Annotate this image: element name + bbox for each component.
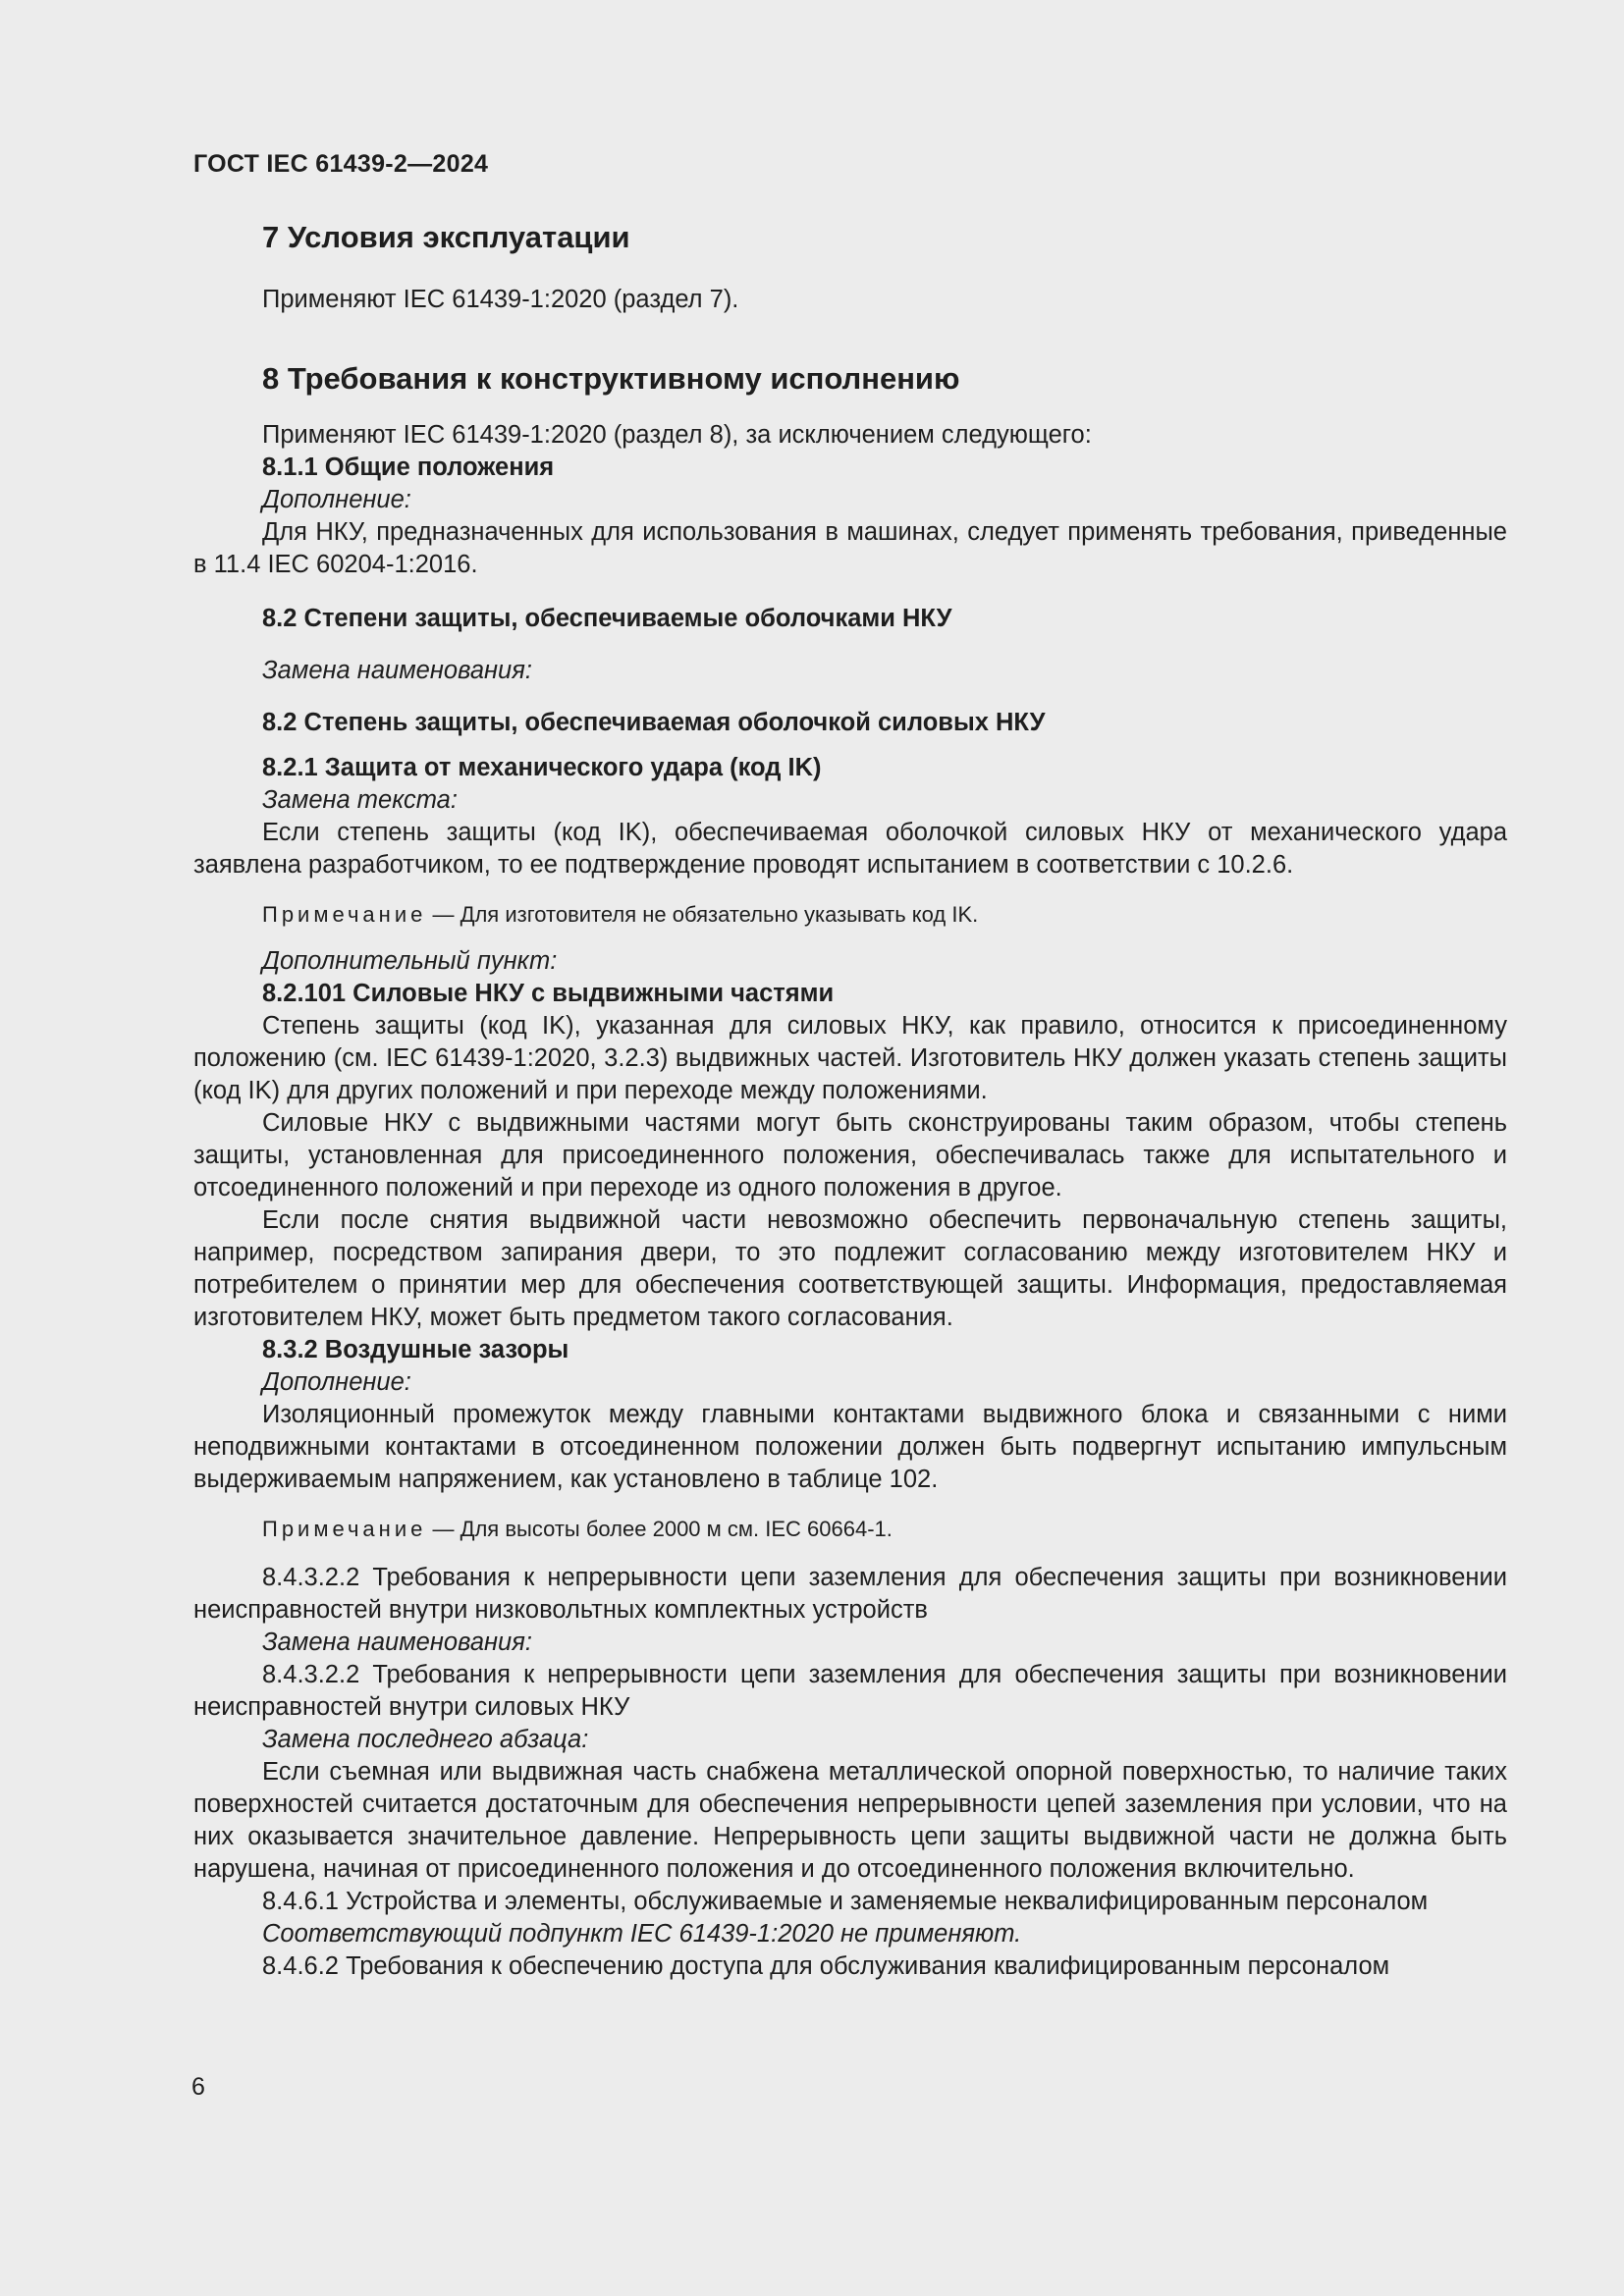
section-8-3-2-label: Дополнение: [262,1368,411,1396]
section-8-4-3-2-2-text: 8.4.3.2.2 Требования к непрерывности цепи заземления для обеспечения защиты при возникновении неисправностей внутри низковольтных комплектных устройств [193,1564,1507,1624]
section-8-4-3-2-2-paragraph: Если съемная или выдвижная часть снабжена металлической опорной поверхностью, то наличие таких поверхностей считается достаточным для обеспечения непрерывности цепей заземления при условии, что на них оказывается значительное давление. Непрерывность цепи защиты выдвижной части не должна быть нарушена, начиная от присоединенного положения и до отсоединенного положения включительно. [193,1758,1507,1883]
section-8-2-heading: 8.2 Степени защиты, обеспечиваемые оболочками НКУ [262,605,952,632]
section-8-4-3-2-2-new-title: 8.4.3.2.2 Требования к непрерывности цепи заземления для обеспечения защиты при возникновении неисправностей внутри силовых НКУ [193,1661,1507,1721]
section-8-2-101-paragraph-2: Силовые НКУ с выдвижными частями могут быть сконструированы таким образом, чтобы степень защиты, установленная для присоединенного положения, обеспечивалась также для испытательного и отсоединенного положений и при переходе из одного положения в другое. [193,1109,1507,1201]
section-8-1-1-heading: 8.1.1 Общие положения [262,454,555,481]
section-7-text: Применяют IEC 61439-1:2020 (раздел 7). [262,286,739,313]
section-8-2-101-label: Дополнительный пункт: [262,947,558,975]
page-number: 6 [191,2073,205,2101]
section-8-3-2-text: Изоляционный промежуток между главными контактами выдвижного блока и связанными с ними неподвижными контактами в отсоединенном положении должен быть подвергнут испытанию импульсным выдерживаемым напряжением, как установлено в таблице 102. [193,1401,1507,1493]
note-2-label: Примечание [262,1517,427,1541]
section-8-4-3-2-2-label: Замена наименования: [262,1629,532,1656]
section-8-intro: Применяют IEC 61439-1:2020 (раздел 8), за исключением следующего: [262,421,1092,449]
section-8-2-1-heading: 8.2.1 Защита от механического удара (код IK) [262,754,822,781]
note-1-label: Примечание [262,902,427,927]
section-8-2-new-heading: 8.2 Степень защиты, обеспечиваемая оболочкой силовых НКУ [262,709,1046,736]
section-8-2-101-paragraph-1: Степень защиты (код IK), указанная для силовых НКУ, как правило, относится к присоединенному положению (см. IEC 61439-1:2020, 3.2.3) выдвижных частей. Изготовитель НКУ должен указать степень защиты (код IK) для других положений и при переходе между положениями. [193,1012,1507,1104]
section-8-2-label: Замена наименования: [262,657,532,684]
note-2 [193,1513,1507,1545]
section-8-4-6-2-text: 8.4.6.2 Требования к обеспечению доступа для обслуживания квалифицированным персоналом [262,1952,1390,1980]
section-8-2-101-paragraph-3: Если после снятия выдвижной части невозможно обеспечить первоначальную степень защиты, например, посредством запирания двери, то это подлежит согласованию между изготовителем НКУ и потребителем о принятии мер для обеспечения соответствующей защиты. Информация, предоставляемая изготовителем НКУ, может быть предметом такого согласования. [193,1206,1507,1331]
note-1-text: — Для изготовителя не обязательно указывать код IK. [426,902,979,927]
section-8-1-1-text: Для НКУ, предназначенных для использования в машинах, следует применять требования, приведенные в 11.4 IEC 60204-1:2016. [193,518,1507,578]
note-2-text: — Для высоты более 2000 м см. IEC 60664-1. [426,1517,893,1541]
document-body [193,218,1507,1983]
section-8-1-1-label: Дополнение: [262,486,411,513]
section-8-2-1-label: Замена текста: [262,786,458,814]
section-7-heading: 7 Условия эксплуатации [262,220,630,254]
section-8-4-3-2-2-label-2: Замена последнего абзаца: [262,1726,589,1753]
section-8-heading: 8 Требования к конструктивному исполнению [262,361,960,396]
section-8-2-1-text: Если степень защиты (код IK), обеспечиваемая оболочкой силовых НКУ от механического удара заявлена разработчиком, то ее подтверждение проводят испытанием в соответствии с 10.2.6. [193,819,1507,879]
section-8-2-101-heading: 8.2.101 Силовые НКУ с выдвижными частями [262,980,835,1007]
document-header: ГОСТ IEC 61439-2—2024 [193,150,489,178]
section-8-3-2-heading: 8.3.2 Воздушные зазоры [262,1336,569,1363]
section-8-4-6-1-text: 8.4.6.1 Устройства и элементы, обслуживаемые и заменяемые неквалифицированным персоналом [262,1888,1429,1915]
note-1 [193,898,1507,931]
section-8-4-6-1-label: Соответствующий подпункт IEC 61439-1:2020 не применяют. [262,1920,1022,1948]
